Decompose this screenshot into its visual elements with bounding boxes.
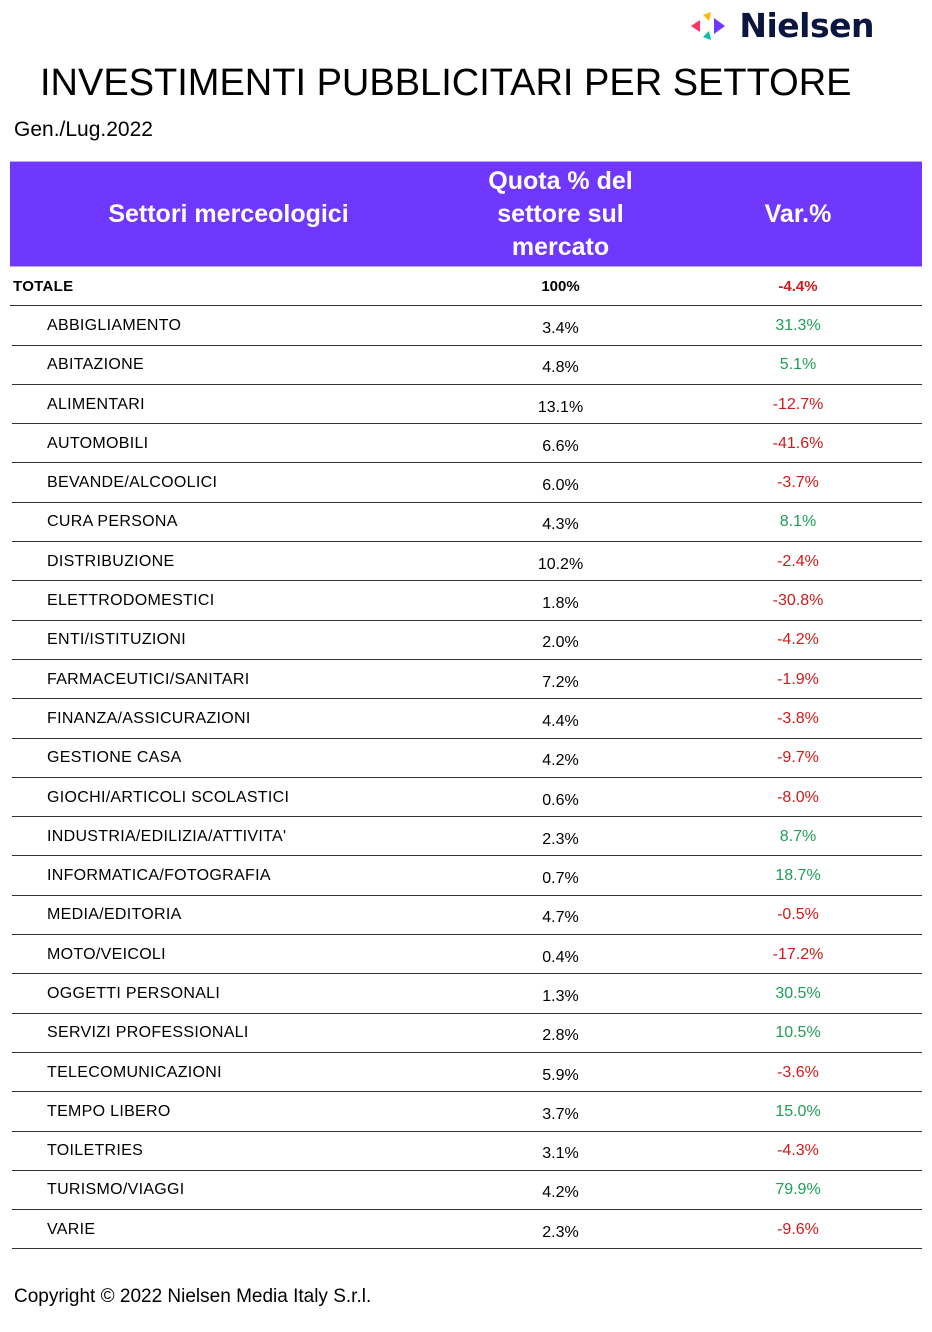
header-sector: Settori merceologici: [108, 199, 349, 228]
table-row: [10, 385, 922, 424]
table-row: [10, 581, 922, 620]
share-value: 2.8%: [542, 1027, 579, 1045]
table-row: [10, 739, 922, 778]
sector-label: TEMPO LIBERO: [47, 1102, 171, 1120]
var-value: 5.1%: [779, 356, 817, 374]
share-value: 7.2%: [542, 673, 579, 691]
table-row: [10, 778, 922, 817]
var-value: -12.7%: [772, 395, 824, 413]
nielsen-logo-mark-icon: [687, 11, 731, 41]
table-row: [10, 1132, 922, 1171]
table-row: [10, 660, 922, 699]
sector-label: ABBIGLIAMENTO: [47, 316, 182, 334]
sector-label: INFORMATICA/FOTOGRAFIA: [47, 867, 271, 885]
copyright: Copyright © 2022 Nielsen Media Italy S.r.l.: [14, 1286, 372, 1307]
var-value: 31.3%: [775, 316, 821, 334]
share-value: 0.4%: [542, 948, 579, 966]
table-row: [10, 935, 922, 974]
header-share-line3: mercato: [511, 232, 610, 261]
share-value: 4.2%: [542, 752, 579, 770]
var-value: -9.7%: [777, 749, 819, 767]
sector-label: ENTI/ISTITUZIONI: [47, 631, 187, 649]
total-var: -4.4%: [778, 278, 818, 296]
var-value: -1.9%: [777, 670, 819, 688]
share-value: 3.4%: [542, 319, 579, 337]
share-value: 2.0%: [542, 634, 579, 652]
table-row: [10, 503, 922, 542]
var-value: -30.8%: [772, 592, 824, 610]
sector-label: INDUSTRIA/EDILIZIA/ATTIVITA': [47, 827, 287, 845]
table-row: [10, 896, 922, 935]
share-value: 3.1%: [542, 1145, 579, 1163]
var-value: -3.6%: [777, 1063, 819, 1081]
table-row: [10, 974, 922, 1013]
table-row: [10, 463, 922, 502]
sector-label: GIOCHI/ARTICOLI SCOLASTICI: [47, 788, 290, 806]
page-title: INVESTIMENTI PUBBLICITARI PER SETTORE: [40, 62, 852, 104]
var-value: -17.2%: [772, 945, 824, 963]
logo-text: Nielsen: [739, 6, 874, 45]
header-var: Var.%: [764, 199, 832, 228]
sector-label: TOILETRIES: [47, 1142, 144, 1160]
table-row: [10, 1092, 922, 1131]
table-row: [10, 346, 922, 385]
header-share: [447, 165, 674, 264]
var-value: 15.0%: [775, 1102, 821, 1120]
share-value: 1.3%: [542, 987, 579, 1005]
share-value: 1.8%: [542, 595, 579, 613]
header-share-line1: Quota % del: [488, 166, 633, 195]
var-value: 10.5%: [775, 1024, 821, 1042]
share-value: 4.3%: [542, 516, 579, 534]
share-value: 2.3%: [542, 830, 579, 848]
sector-label: GESTIONE CASA: [47, 749, 182, 767]
var-value: 8.7%: [779, 827, 817, 845]
table-header: [10, 161, 922, 267]
table-row: [10, 542, 922, 581]
var-value: 8.1%: [779, 513, 817, 531]
sector-label: VARIE: [47, 1220, 96, 1238]
table-row: [10, 1210, 922, 1249]
var-value: 30.5%: [775, 984, 821, 1002]
sector-label: ALIMENTARI: [47, 395, 145, 413]
table-row: [10, 1014, 922, 1053]
var-value: -4.3%: [777, 1142, 819, 1160]
table-row: [10, 817, 922, 856]
nielsen-logo: [687, 6, 874, 45]
share-value: 3.7%: [542, 1105, 579, 1123]
var-value: -41.6%: [772, 434, 824, 452]
sector-label: BEVANDE/ALCOOLICI: [47, 474, 218, 492]
period-label: Gen./Lug.2022: [14, 118, 153, 141]
var-value: 79.9%: [775, 1181, 821, 1199]
table-row: [10, 1053, 922, 1092]
sector-label: SERVIZI PROFESSIONALI: [47, 1024, 249, 1042]
share-value: 4.8%: [542, 359, 579, 377]
var-value: -0.5%: [777, 906, 819, 924]
sector-label: MOTO/VEICOLI: [47, 945, 166, 963]
share-value: 6.0%: [542, 477, 579, 495]
share-value: 5.9%: [542, 1066, 579, 1084]
total-row: [10, 267, 922, 306]
sector-label: OGGETTI PERSONALI: [47, 984, 221, 1002]
share-value: 2.3%: [542, 1223, 579, 1241]
var-value: -8.0%: [777, 788, 819, 806]
table-row: [10, 306, 922, 345]
table-row: [10, 424, 922, 463]
sector-label: MEDIA/EDITORIA: [47, 906, 182, 924]
share-value: 13.1%: [537, 398, 584, 416]
sector-label: ABITAZIONE: [47, 356, 144, 374]
total-label: TOTALE: [13, 278, 74, 296]
sector-label: ELETTRODOMESTICI: [47, 592, 215, 610]
var-value: -2.4%: [777, 552, 819, 570]
var-value: -3.7%: [777, 474, 819, 492]
sector-label: FINANZA/ASSICURAZIONI: [47, 709, 251, 727]
var-value: -9.6%: [777, 1220, 819, 1238]
table-row: [10, 699, 922, 738]
var-value: -3.8%: [777, 709, 819, 727]
sector-label: FARMACEUTICI/SANITARI: [47, 670, 250, 688]
table-row: [10, 1171, 922, 1210]
share-value: 0.7%: [542, 870, 579, 888]
table-row: [10, 856, 922, 895]
share-value: 4.7%: [542, 909, 579, 927]
share-value: 10.2%: [537, 555, 584, 573]
sector-table: [10, 161, 922, 1249]
share-value: 0.6%: [542, 791, 579, 809]
sector-label: CURA PERSONA: [47, 513, 178, 531]
var-value: -4.2%: [777, 631, 819, 649]
table-body: [10, 306, 922, 1249]
var-value: 18.7%: [775, 867, 821, 885]
share-value: 4.4%: [542, 712, 579, 730]
header-share-line2: settore sul: [497, 199, 624, 228]
sector-label: TURISMO/VIAGGI: [47, 1181, 185, 1199]
total-share: 100%: [541, 278, 580, 296]
share-value: 4.2%: [542, 1184, 579, 1202]
share-value: 6.6%: [542, 437, 579, 455]
sector-label: DISTRIBUZIONE: [47, 552, 175, 570]
sector-label: AUTOMOBILI: [47, 434, 149, 452]
table-row: [10, 621, 922, 660]
sector-label: TELECOMUNICAZIONI: [47, 1063, 222, 1081]
